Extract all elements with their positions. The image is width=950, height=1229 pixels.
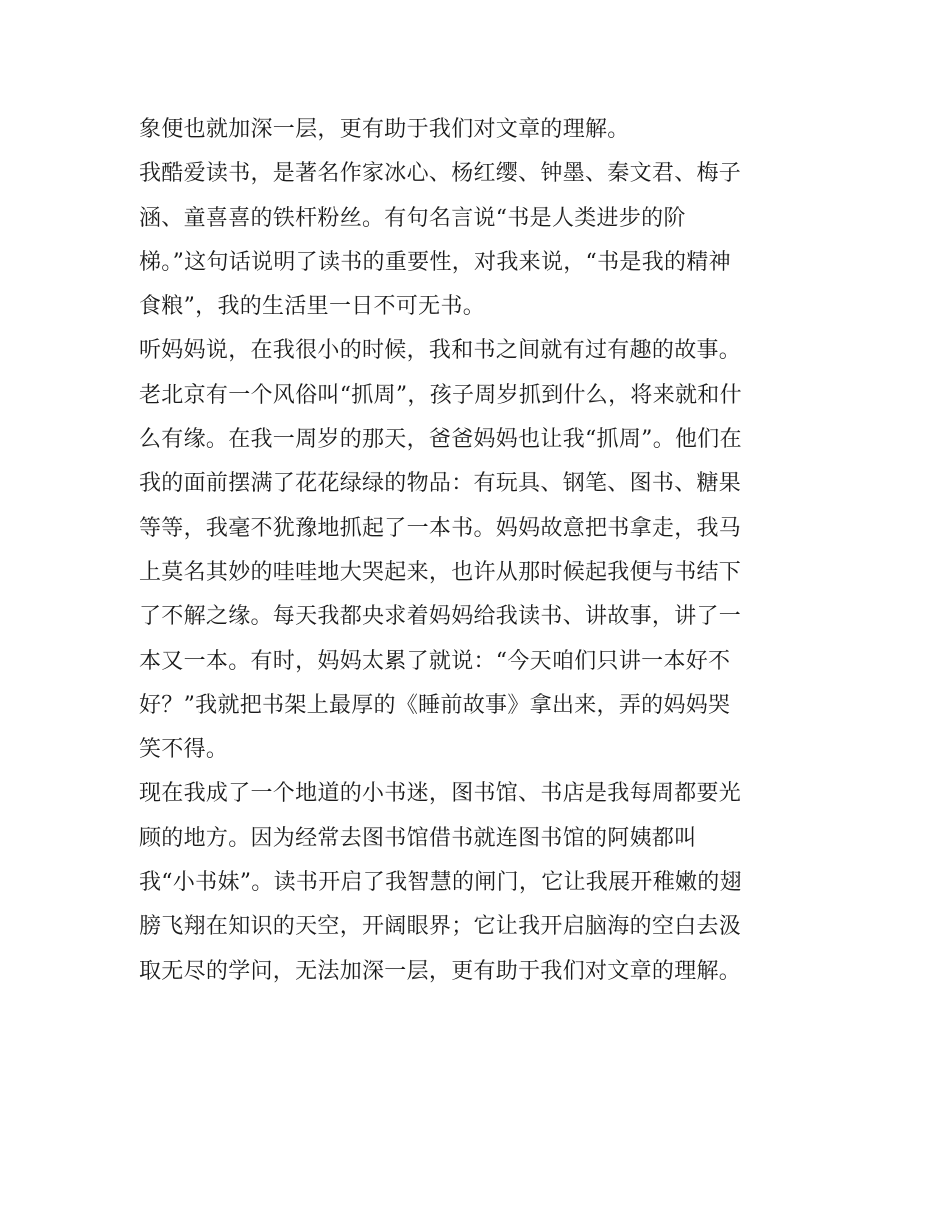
text-line: 取无尽的学问，无法加深一层，更有助于我们对文章的理解。 <box>139 958 742 984</box>
text-line: 听妈妈说，在我很小的时候，我和书之间就有过有趣的故事。 <box>139 338 742 364</box>
text-line: 我酷爱读书，是著名作家冰心、杨红缨、钟墨、秦文君、梅子 <box>139 161 742 187</box>
text-line: 现在我成了一个地道的小书迷，图书馆、书店是我每周都要光 <box>139 781 742 807</box>
text-line: 等等，我毫不犹豫地抓起了一本书。妈妈故意把书拿走，我马 <box>139 515 742 541</box>
text-line: 顾的地方。因为经常去图书馆借书就连图书馆的阿姨都叫 <box>139 825 697 851</box>
text-line: 我的面前摆满了花花绿绿的物品：有玩具、钢笔、图书、糖果 <box>139 471 742 497</box>
text-line: 象便也就加深一层，更有助于我们对文章的理解。 <box>139 117 630 142</box>
text-line: 么有缘。在我一周岁的那天，爸爸妈妈也让我“抓周”。他们在 <box>139 427 742 453</box>
text-line: 本又一本。有时，妈妈太累了就说：“今天咱们只讲一本好不 <box>139 648 731 674</box>
text-line: 食粮”，我的生活里一日不可无书。 <box>139 294 486 320</box>
text-line: 了不解之缘。每天我都央求着妈妈给我读书、讲故事，讲了一 <box>139 604 742 630</box>
text-line: 上莫名其妙的哇哇地大哭起来，也许从那时候起我便与书结下 <box>139 559 742 585</box>
text-line: 好？”我就把书架上最厚的《睡前故事》拿出来，弄的妈妈哭 <box>139 692 731 718</box>
text-line: 我“小书妹”。读书开启了我智慧的闸门，它让我展开稚嫩的翅 <box>139 870 742 896</box>
text-line: 涵、童喜喜的铁杆粉丝。有句名言说“书是人类进步的阶 <box>139 205 686 231</box>
text-line: 膀飞翔在知识的天空，开阔眼界；它让我开启脑海的空白去汲 <box>139 914 742 940</box>
document-body <box>139 108 819 994</box>
text-line: 笑不得。 <box>139 737 229 763</box>
text-line: 梯。”这句话说明了读书的重要性，对我来说，“书是我的精神 <box>139 249 731 275</box>
text-line: 老北京有一个风俗叫“抓周”，孩子周岁抓到什么，将来就和什 <box>139 382 742 408</box>
